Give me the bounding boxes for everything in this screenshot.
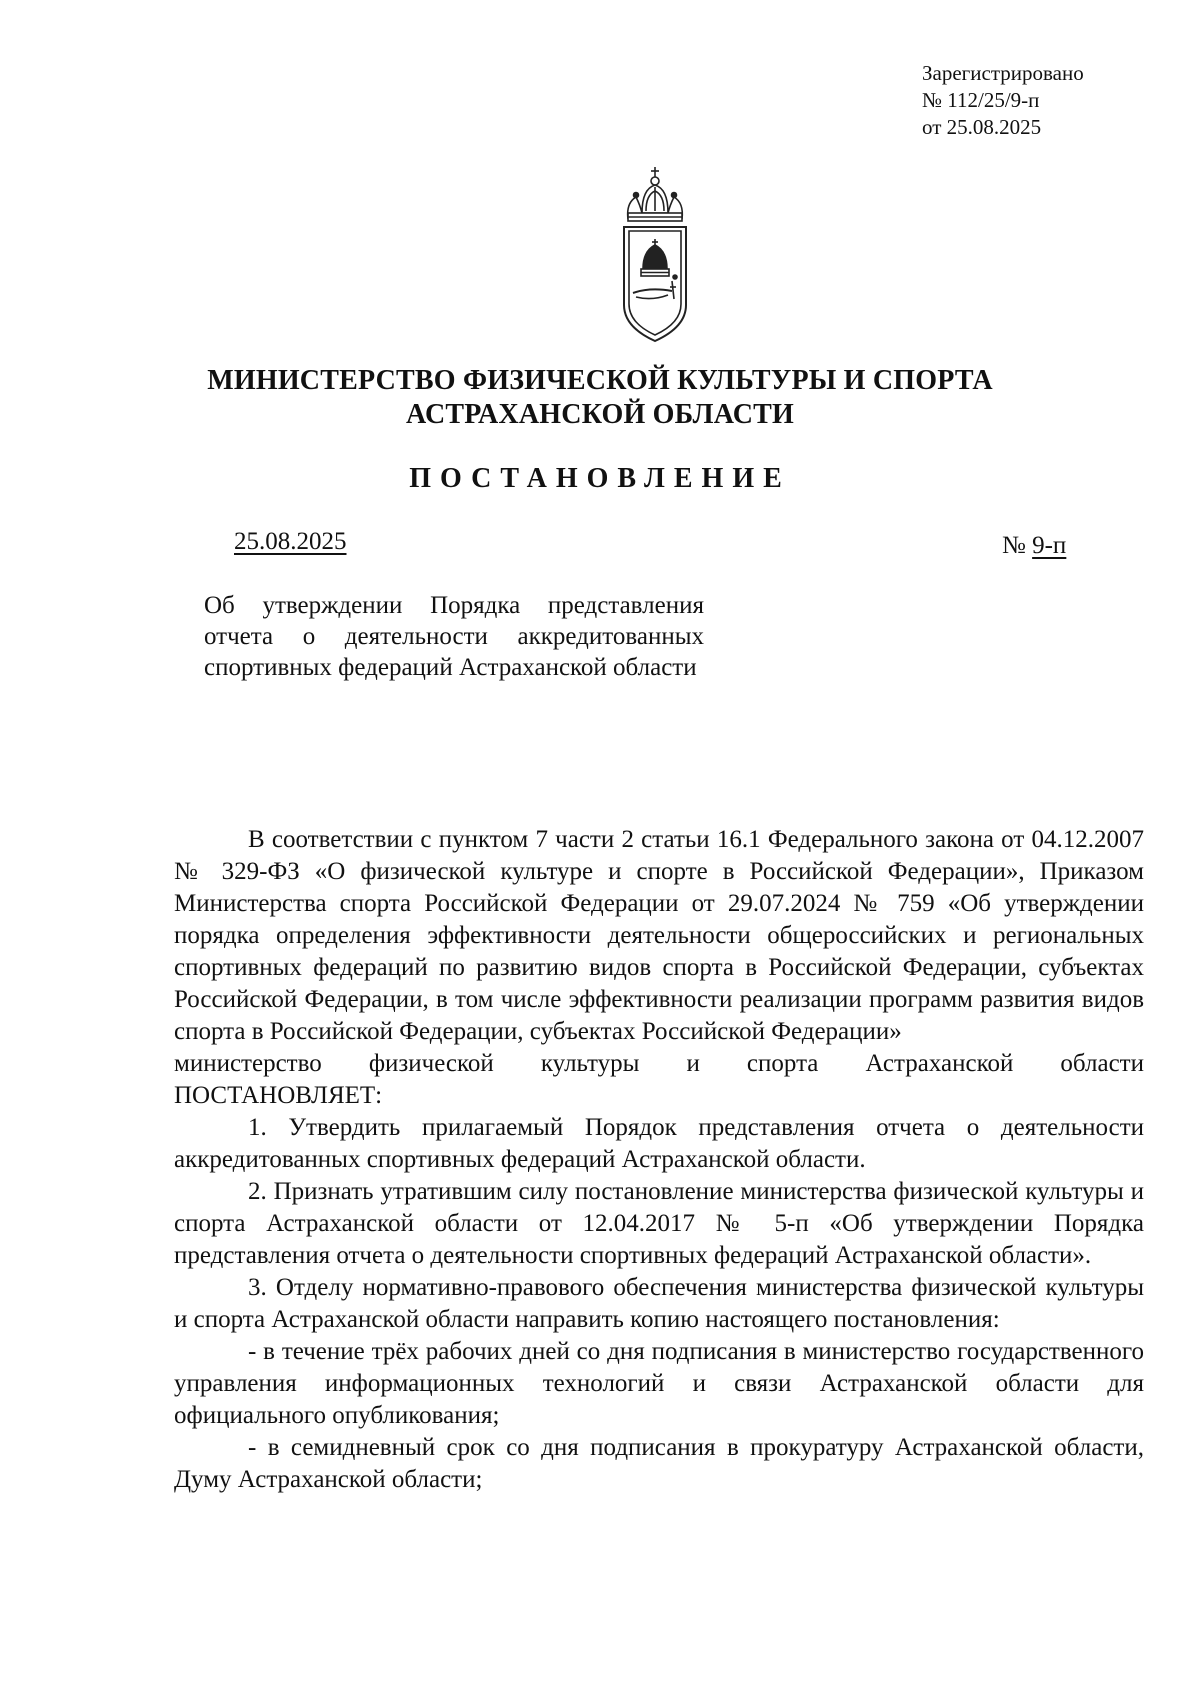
item-3-subitem-1: - в течение трёх рабочих дней со дня подписания в министерство государственного управления информационных технологий и связи Астраханской области для официального опубликования; [174,1338,1144,1429]
item-1-paragraph: 1. Утвердить прилагаемый Порядок представления отчета о деятельности аккредитованных спортивных федераций Астраханской области. [174,1114,1144,1173]
document-subject: Об утверждении Порядка представления отчета о деятельности аккредитованных спортивных федераций Астраханской области [204,592,704,681]
astrakhan-coat-of-arms-icon [620,165,690,345]
preamble-paragraph: В соответствии с пунктом 7 части 2 статьи 16.1 Федерального закона от 04.12.2007 № 329-ФЗ «О физической культуре и спорте в Российской Федерации», Приказом Министерства спорта Российской Федерации от 29.07.2024 № 759 «Об утверждении порядка определения эффективности деятельности общероссийских и региональных спортивных федераций по развитию видов спорта в Российской Федерации, субъектах Российской Федерации, в том числе эффективности реализации программ развития видов спорта в Российской Федерации, субъектах Российской Федерации» [174,826,1144,1045]
decree-line: министерство физической культуры и спорта Астраханской области [174,1050,1144,1077]
document-type-title: ПОСТАНОВЛЕНИЕ [409,463,791,494]
registration-label: Зарегистрировано [922,61,1084,85]
document-number-value: 9-п [1032,532,1067,559]
ministry-name-line2: АСТРАХАНСКОЙ ОБЛАСТИ [405,399,795,430]
item-3-subitem-2: - в семидневный срок со дня подписания в прокуратуру Астраханской области, Думу Астраханской области; [174,1434,1144,1493]
document-number [1002,532,1066,560]
document-date: 25.08.2025 [234,528,347,555]
decree-word: ПОСТАНОВЛЯЕТ: [174,1082,383,1109]
item-2-paragraph: 2. Признать утратившим силу постановление министерства физической культуры и спорта Астраханской области от 12.04.2017 № 5-п «Об утверждении Порядка представления отчета о деятельности спортивных федераций Астраханской области». [174,1178,1144,1269]
item-3-paragraph: 3. Отделу нормативно-правового обеспечения министерства физической культуры и спорта Астраханской области направить копию настоящего постановления: [174,1274,1144,1333]
registration-stamp [922,60,1084,141]
registration-number: № 112/25/9-п [922,88,1040,112]
document-number-prefix: № [1002,532,1026,559]
ministry-name-line1: МИНИСТЕРСТВО ФИЗИЧЕСКОЙ КУЛЬТУРЫ И СПОРТА [207,365,993,396]
ministry-name [0,364,1200,432]
registration-date: от 25.08.2025 [922,115,1042,139]
document-body [174,824,1144,1496]
